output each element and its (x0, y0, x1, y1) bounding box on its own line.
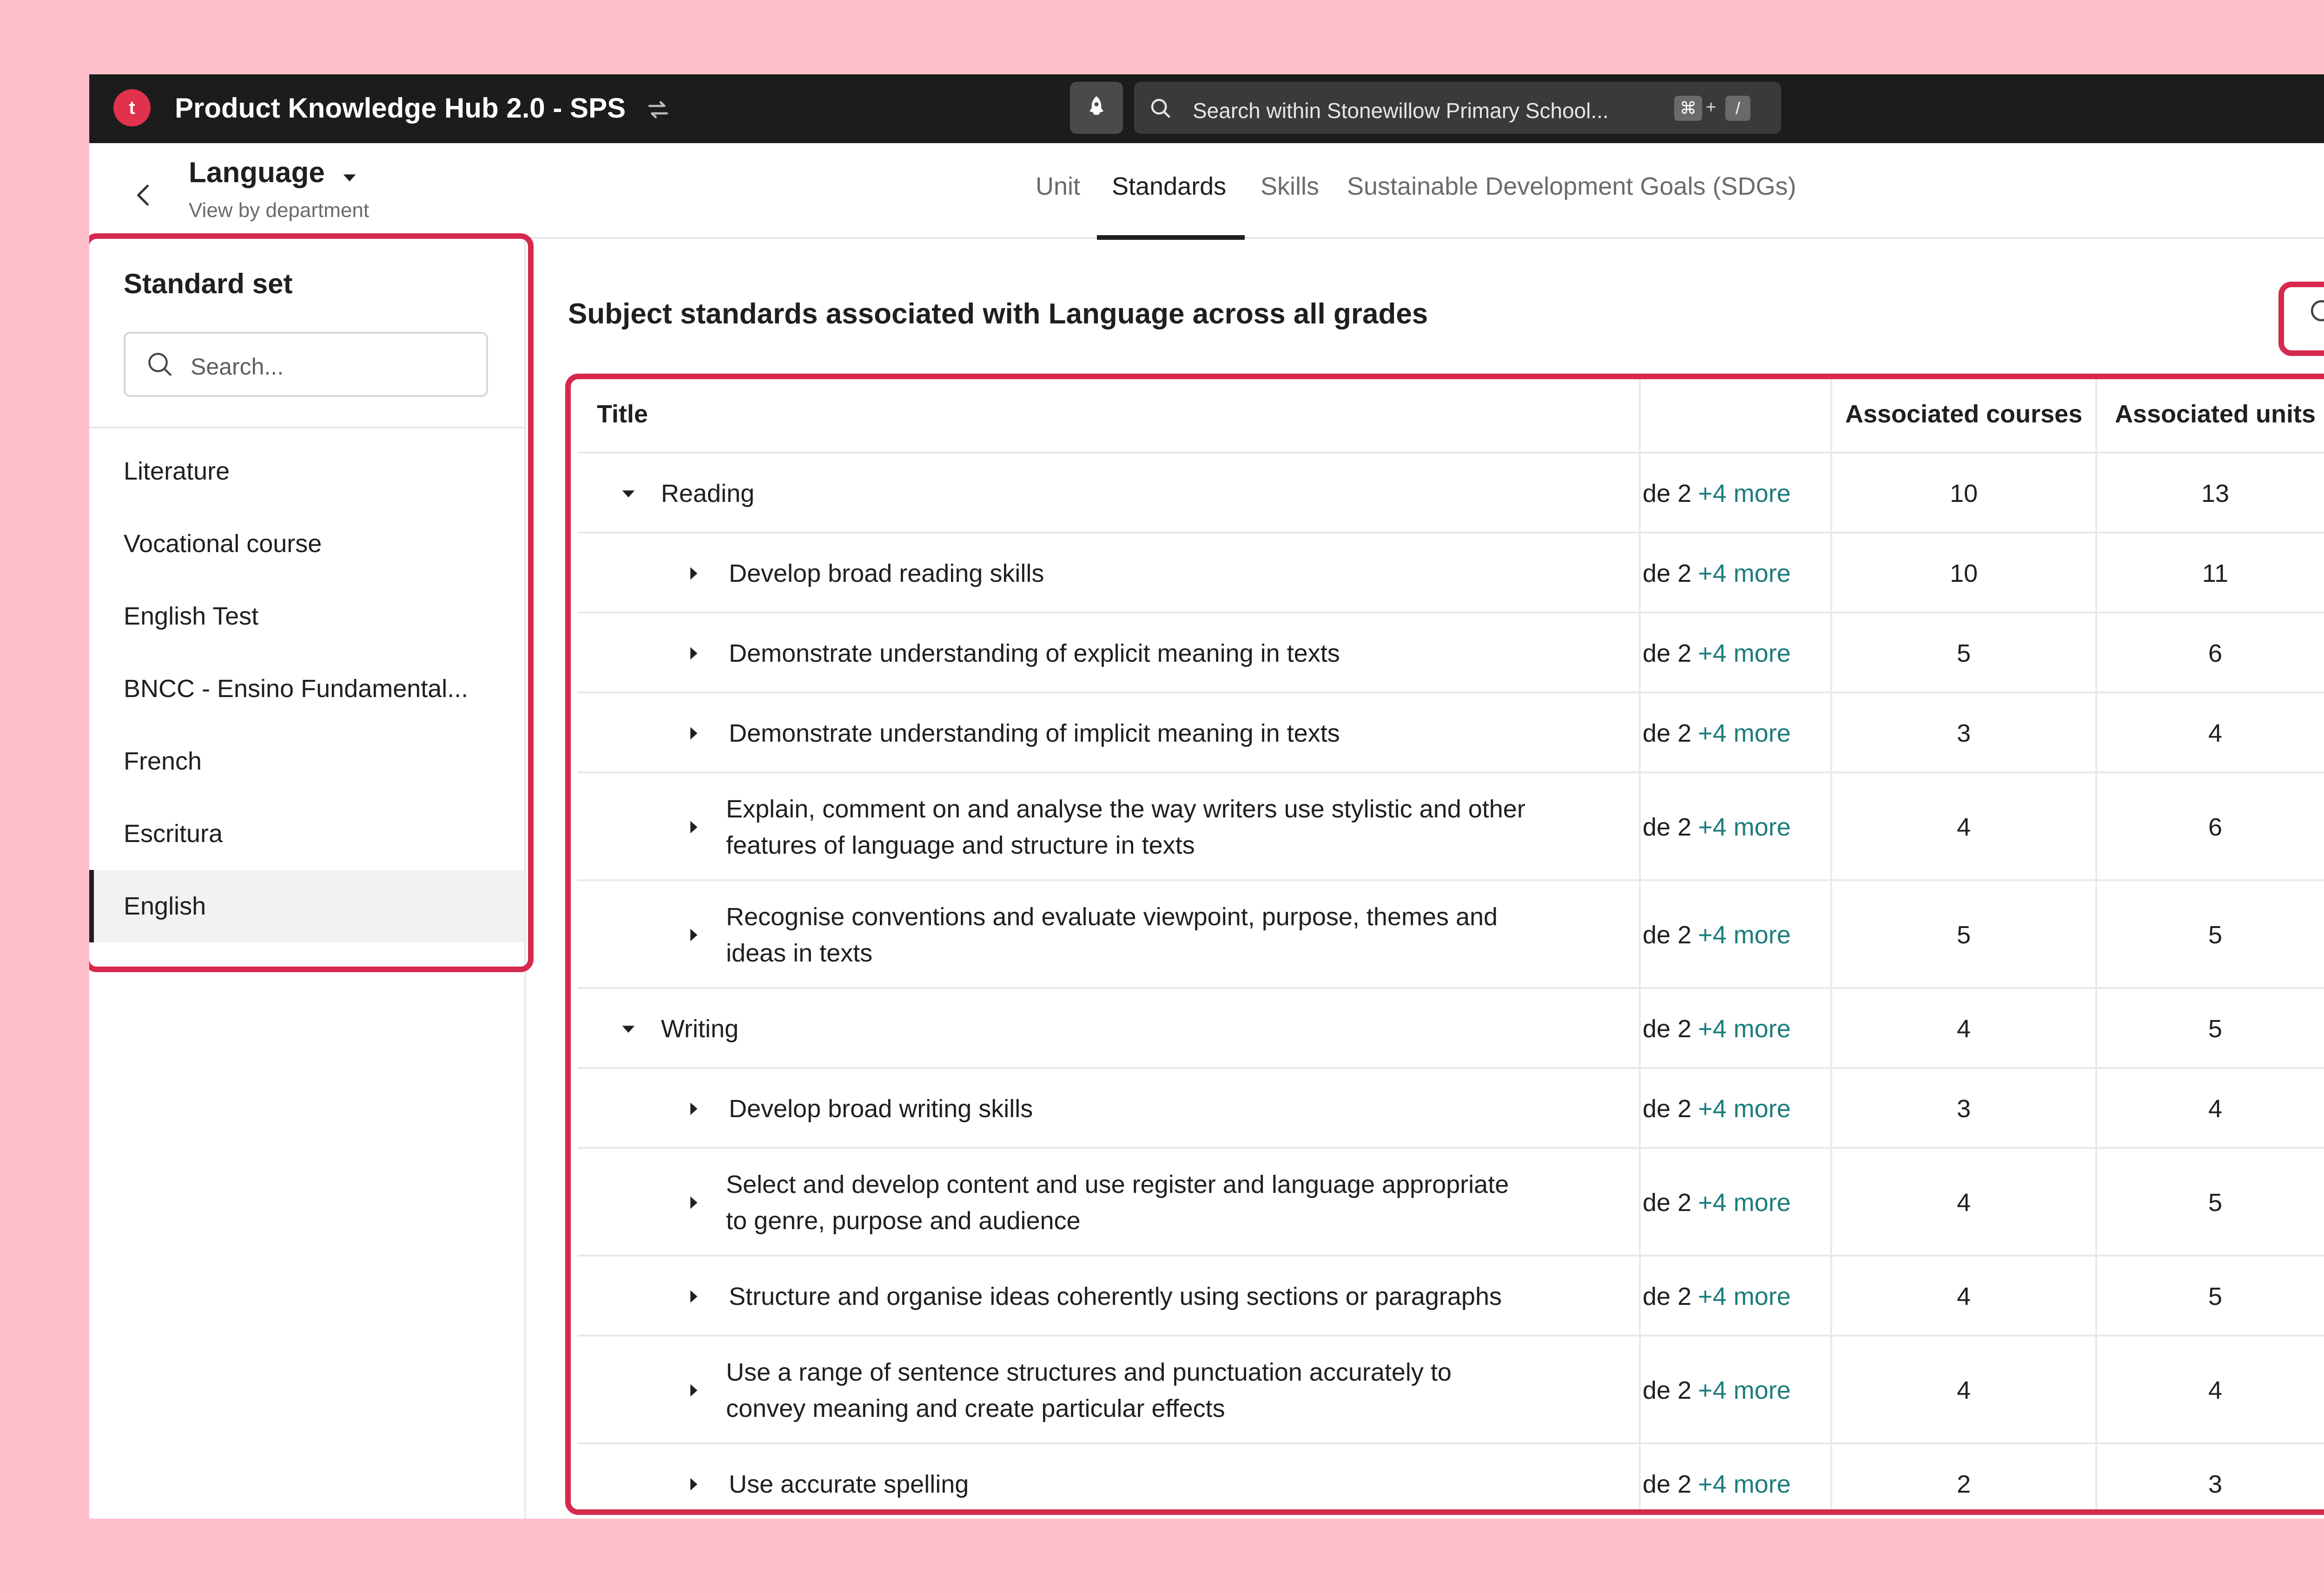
caret-right-icon[interactable] (684, 1287, 703, 1306)
column-header-grades (1639, 375, 1830, 452)
back-arrow-icon[interactable] (130, 181, 158, 209)
associated-units-cell[interactable]: 4 (2095, 1336, 2324, 1442)
more-grades-link[interactable]: +4 more (1698, 1095, 1791, 1123)
switch-school-icon[interactable] (643, 95, 673, 125)
search-icon (2307, 296, 2324, 329)
sidebar-item-vocational-course[interactable]: Vocational course (124, 530, 322, 558)
sidebar-search-placeholder: Search... (191, 354, 284, 380)
sidebar-item-english[interactable]: English (89, 870, 524, 942)
global-search-placeholder: Search within Stonewillow Primary School... (1193, 99, 1609, 123)
associated-units-cell[interactable]: 4 (2095, 693, 2324, 771)
title-cell (577, 773, 1639, 879)
grades-cell (1639, 454, 1830, 532)
grade-label: de 2 (1643, 639, 1692, 667)
more-grades-link[interactable]: +4 more (1698, 1376, 1791, 1404)
title-cell (577, 613, 1639, 691)
grade-label: de 2 (1643, 1189, 1692, 1217)
standard-title: Develop broad writing skills (729, 1095, 1033, 1123)
sidebar-divider (524, 241, 526, 1519)
app-window (89, 74, 2324, 1519)
associated-courses-cell[interactable]: 4 (1830, 773, 2095, 879)
table-search-bar (2291, 282, 2324, 344)
standard-title: Explain, comment on and analyse the way writers use stylistic and other features of language and structure in texts (726, 795, 1525, 859)
grades-cell (1639, 1444, 1830, 1511)
associated-courses-cell[interactable]: 5 (1830, 613, 2095, 691)
rocket-button[interactable] (1070, 82, 1123, 134)
table-search-input[interactable] (2302, 290, 2324, 336)
associated-units-cell[interactable]: 11 (2095, 533, 2324, 612)
table-row[interactable] (577, 881, 2324, 989)
department-subtitle: View by department (189, 199, 370, 222)
associated-units-cell[interactable]: 13 (2095, 454, 2324, 532)
standard-title: Use accurate spelling (729, 1470, 969, 1498)
more-grades-link[interactable]: +4 more (1698, 1015, 1791, 1043)
table-group-row[interactable] (577, 454, 2324, 533)
table-row[interactable] (577, 693, 2324, 773)
grade-label: de 2 (1643, 719, 1692, 747)
grades-cell (1639, 1149, 1830, 1255)
more-grades-link[interactable]: +4 more (1698, 560, 1791, 587)
sidebar-title: Standard set (124, 268, 293, 299)
grade-label: de 2 (1643, 1470, 1692, 1498)
search-icon (1148, 96, 1173, 121)
table-row[interactable] (577, 1149, 2324, 1257)
more-grades-link[interactable]: +4 more (1698, 1470, 1791, 1498)
associated-units-cell[interactable]: 6 (2095, 613, 2324, 691)
standard-title: Demonstrate understanding of explicit meaning in texts (729, 639, 1340, 667)
tab-sdgs[interactable]: Sustainable Development Goals (SDGs) (1347, 172, 1796, 200)
caret-down-icon[interactable] (619, 1020, 638, 1038)
tab-unit[interactable]: Unit (1036, 172, 1081, 200)
global-search-input[interactable] (1134, 82, 1781, 134)
grade-label: de 2 (1643, 1015, 1692, 1043)
table-header-row (577, 375, 2324, 454)
title-cell (577, 1149, 1639, 1255)
grade-label: de 2 (1643, 480, 1692, 507)
associated-units-cell[interactable]: 5 (2095, 1149, 2324, 1255)
caret-right-icon[interactable] (684, 564, 703, 583)
title-cell (577, 1257, 1639, 1335)
grade-label: de 2 (1643, 813, 1692, 841)
more-grades-link[interactable]: +4 more (1698, 921, 1791, 949)
associated-courses-cell[interactable]: 4 (1830, 1257, 2095, 1335)
associated-courses-cell[interactable]: 5 (1830, 881, 2095, 987)
standard-title: Select and develop content and use register and language appropriate to genre, purpose and audience (726, 1171, 1509, 1235)
grades-cell (1639, 693, 1830, 771)
page-title: Subject standards associated with Language across all grades (568, 298, 1428, 330)
caret-right-icon[interactable] (684, 1381, 703, 1400)
more-grades-link[interactable]: +4 more (1698, 1189, 1791, 1217)
grade-label: de 2 (1643, 1376, 1692, 1404)
associated-courses-cell[interactable]: 2 (1830, 1444, 2095, 1511)
grades-cell (1639, 1069, 1830, 1147)
shortcut-plus: + (1706, 98, 1717, 117)
caret-right-icon[interactable] (684, 818, 703, 836)
title-cell (577, 454, 1639, 532)
standard-set-sidebar (89, 241, 524, 966)
standards-table (577, 375, 2324, 1511)
grades-cell (1639, 613, 1830, 691)
title-cell (577, 1336, 1639, 1442)
table-row[interactable] (577, 1257, 2324, 1336)
more-grades-link[interactable]: +4 more (1698, 1283, 1791, 1310)
associated-courses-cell[interactable]: 4 (1830, 1336, 2095, 1442)
table-group-row[interactable] (577, 989, 2324, 1069)
grade-label: de 2 (1643, 1095, 1692, 1123)
table-row[interactable] (577, 1069, 2324, 1149)
associated-units-cell[interactable]: 5 (2095, 989, 2324, 1067)
tab-standards[interactable]: Standards (1112, 172, 1227, 200)
title-cell (577, 1069, 1639, 1147)
associated-units-cell[interactable]: 5 (2095, 1257, 2324, 1335)
column-header-associated-courses[interactable]: Associated courses (1830, 375, 2095, 452)
associated-courses-cell[interactable]: 4 (1830, 1149, 2095, 1255)
title-cell (577, 989, 1639, 1067)
page-header (89, 143, 2324, 239)
associated-courses-cell[interactable]: 4 (1830, 989, 2095, 1067)
standard-title: Use a range of sentence structures and punctuation accurately to convey meaning and create particular effects (726, 1358, 1452, 1422)
table-row[interactable] (577, 1336, 2324, 1444)
associated-units-cell[interactable]: 5 (2095, 881, 2324, 987)
caret-right-icon[interactable] (684, 724, 703, 743)
caret-right-icon[interactable] (684, 1475, 703, 1494)
title-cell (577, 881, 1639, 987)
sidebar-separator (89, 427, 524, 428)
app-logo[interactable]: t (113, 89, 151, 126)
more-grades-link[interactable]: +4 more (1698, 719, 1791, 747)
caret-right-icon[interactable] (684, 644, 703, 663)
standard-title: Reading (661, 480, 755, 507)
search-icon (145, 349, 175, 379)
caret-down-icon[interactable] (340, 168, 359, 187)
column-header-title[interactable]: Title (597, 400, 648, 428)
sidebar-search-input[interactable] (124, 332, 488, 397)
sidebar-item-french[interactable]: French (124, 747, 202, 775)
grades-cell (1639, 773, 1830, 879)
more-grades-link[interactable]: +4 more (1698, 480, 1791, 507)
grades-cell (1639, 989, 1830, 1067)
app-title: Product Knowledge Hub 2.0 - SPS (175, 92, 626, 124)
grades-cell (1639, 1336, 1830, 1442)
grades-cell (1639, 533, 1830, 612)
associated-courses-cell[interactable]: 10 (1830, 454, 2095, 532)
associated-units-cell[interactable]: 3 (2095, 1444, 2324, 1511)
department-title[interactable]: Language (189, 157, 325, 189)
sidebar-item-escritura[interactable]: Escritura (124, 820, 223, 848)
associated-courses-cell[interactable]: 3 (1830, 693, 2095, 771)
sidebar-item-literature[interactable]: Literature (124, 457, 230, 485)
title-cell (577, 533, 1639, 612)
column-header-associated-units[interactable]: Associated units (2095, 375, 2324, 452)
title-cell (577, 1444, 1639, 1511)
caret-right-icon[interactable] (684, 1193, 703, 1212)
associated-courses-cell[interactable]: 3 (1830, 1069, 2095, 1147)
grade-label: de 2 (1643, 921, 1692, 949)
shortcut-key-cmd: ⌘ (1674, 96, 1702, 121)
table-row[interactable] (577, 1444, 2324, 1511)
more-grades-link[interactable]: +4 more (1698, 813, 1791, 841)
table-row[interactable] (577, 613, 2324, 693)
standard-title: Writing (661, 1015, 739, 1043)
associated-courses-cell[interactable]: 10 (1830, 533, 2095, 612)
rocket-icon (1083, 94, 1110, 122)
grades-cell (1639, 1257, 1830, 1335)
grade-label: de 2 (1643, 1283, 1692, 1310)
more-grades-link[interactable]: +4 more (1698, 639, 1791, 667)
caret-down-icon[interactable] (619, 484, 638, 503)
table-row[interactable] (577, 773, 2324, 881)
associated-units-cell[interactable]: 6 (2095, 773, 2324, 879)
caret-right-icon[interactable] (684, 1099, 703, 1118)
standard-title: Develop broad reading skills (729, 560, 1044, 587)
standard-title: Structure and organise ideas coherently using sections or paragraphs (729, 1283, 1502, 1310)
standard-title: Recognise conventions and evaluate viewpoint, purpose, themes and ideas in texts (726, 903, 1498, 967)
shortcut-key-slash: / (1725, 96, 1750, 121)
associated-units-cell[interactable]: 4 (2095, 1069, 2324, 1147)
standard-title: Demonstrate understanding of implicit meaning in texts (729, 719, 1340, 747)
title-cell (577, 693, 1639, 771)
table-row[interactable] (577, 533, 2324, 613)
sidebar-item-english-test[interactable]: English Test (124, 602, 259, 630)
top-bar (89, 74, 2324, 143)
grade-label: de 2 (1643, 560, 1692, 587)
active-tab-indicator (1097, 235, 1245, 240)
tab-skills[interactable]: Skills (1261, 172, 1320, 200)
grades-cell (1639, 881, 1830, 987)
caret-right-icon[interactable] (684, 926, 703, 944)
sidebar-item-bncc[interactable]: BNCC - Ensino Fundamental... (124, 675, 469, 703)
